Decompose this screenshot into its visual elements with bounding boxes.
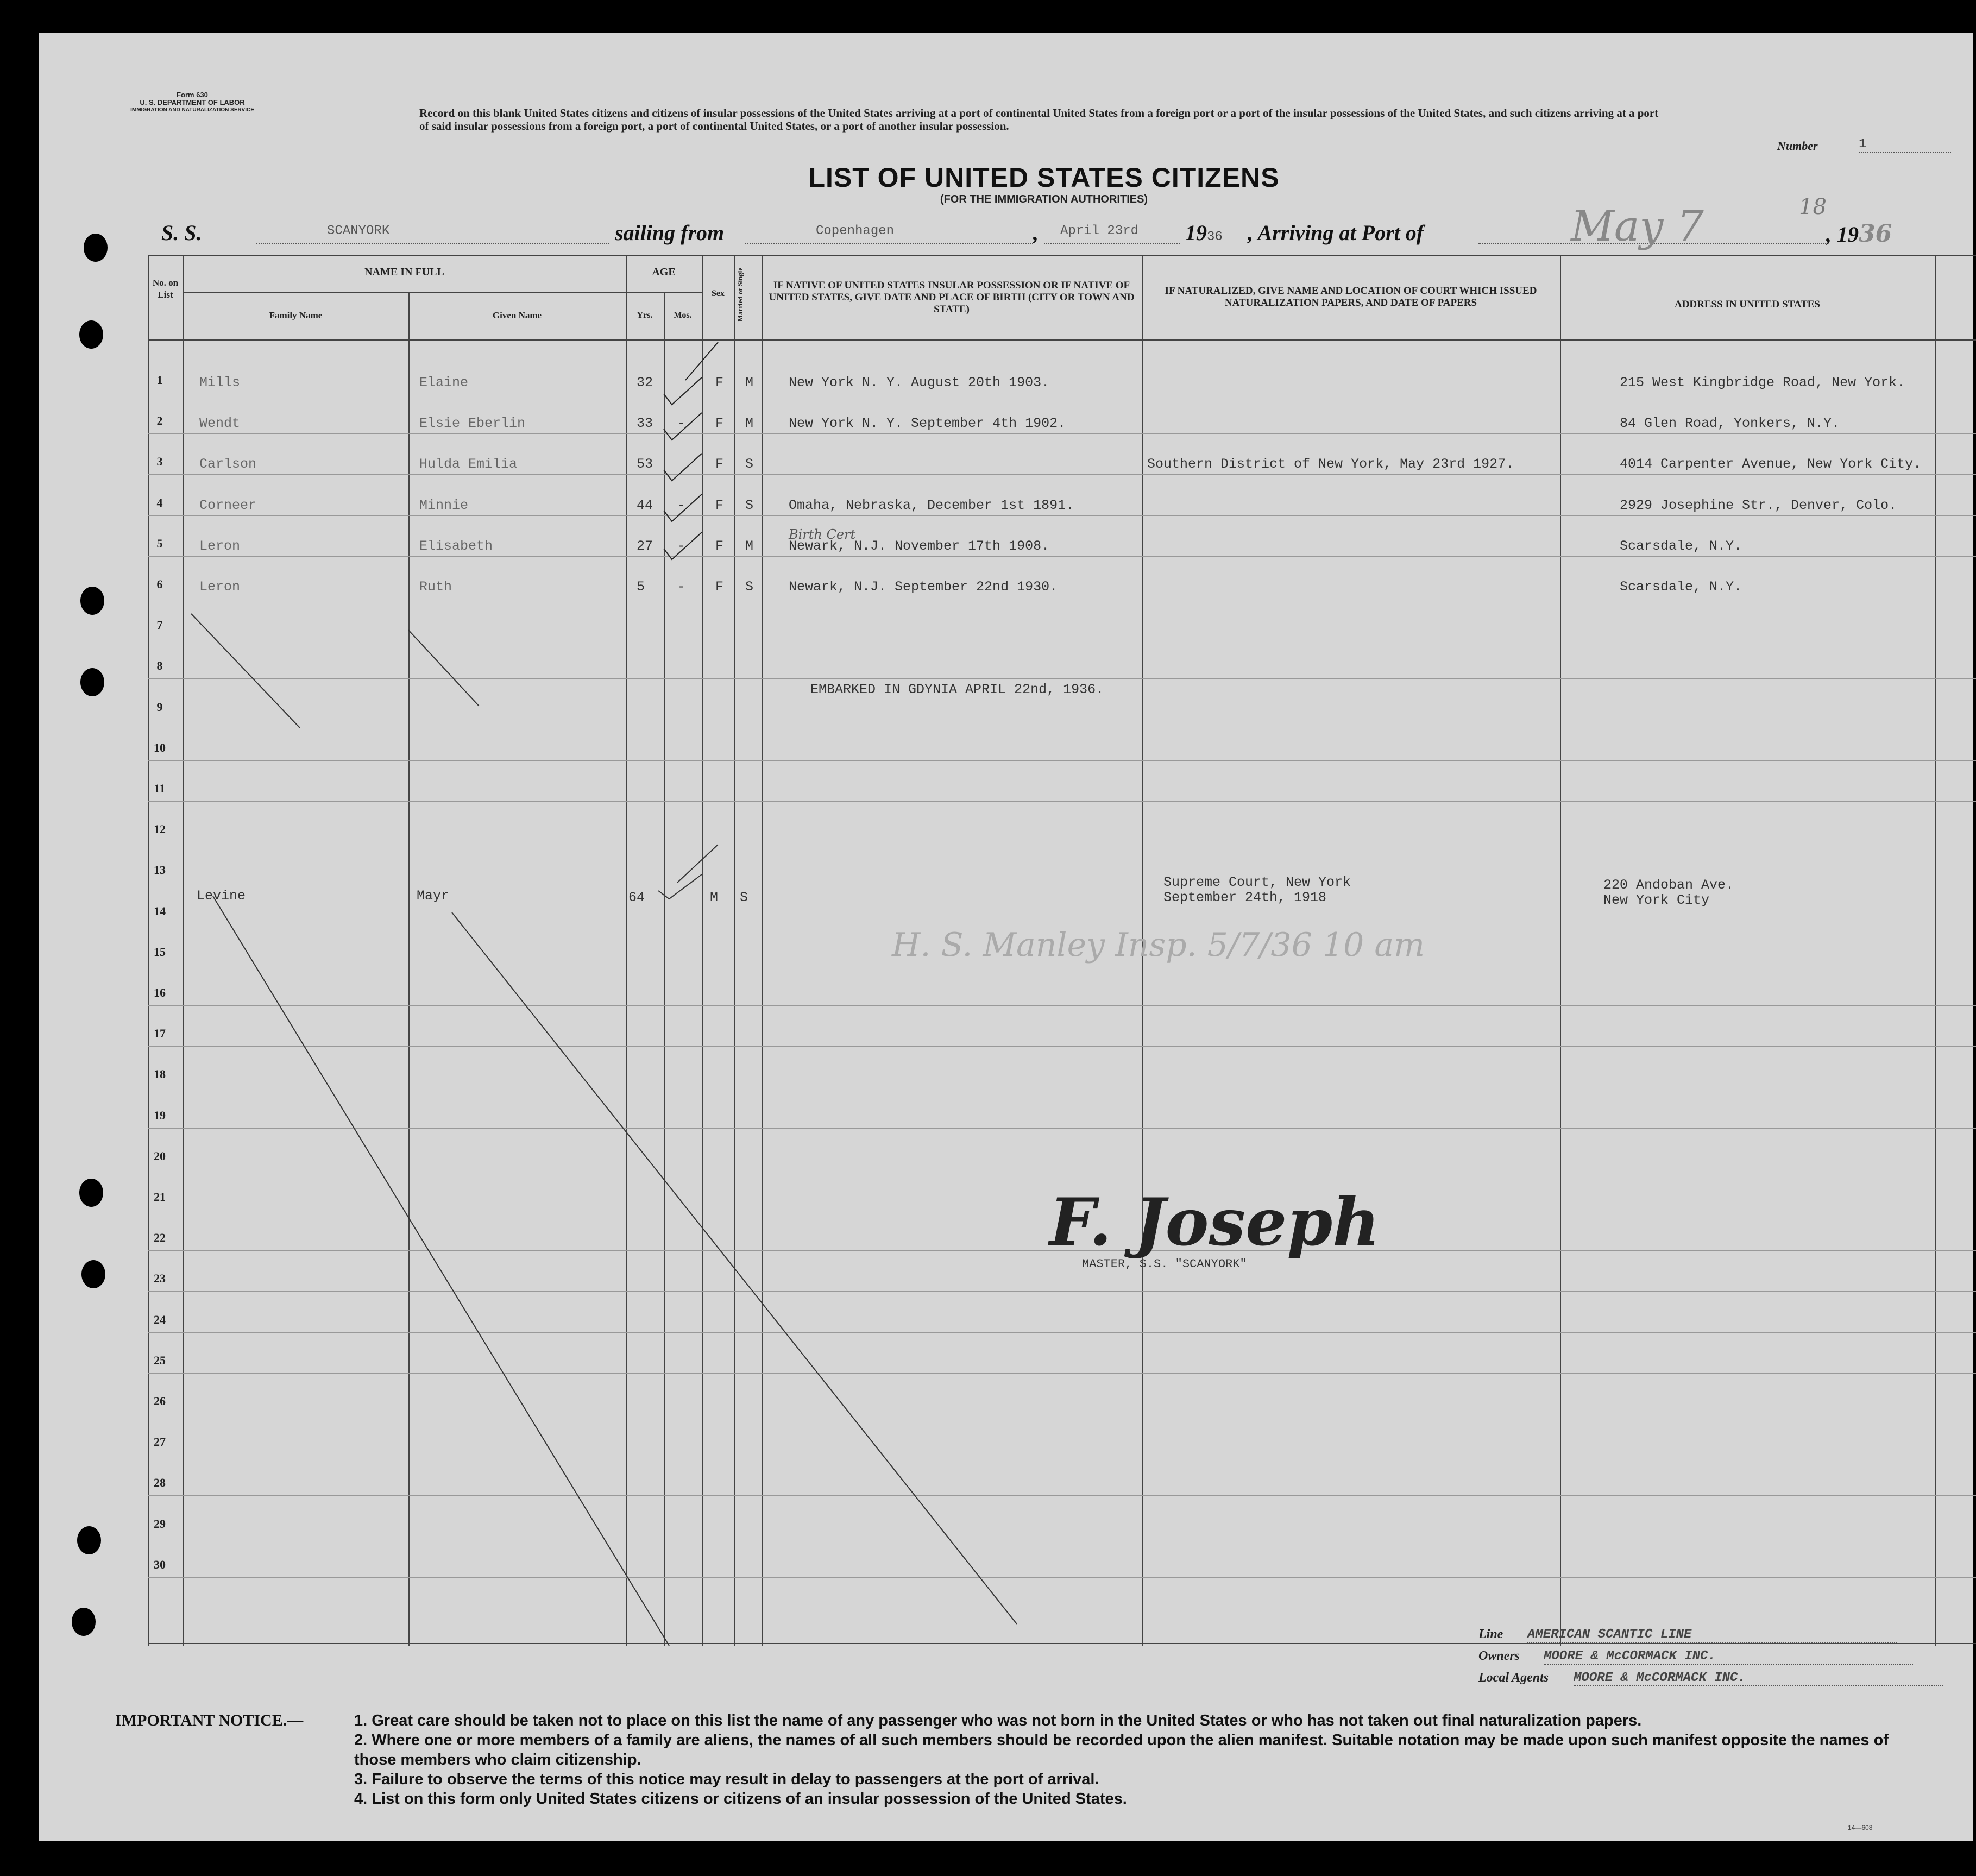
arriving-label: , Arriving at Port of [1248,221,1424,245]
arrival-year [1826,220,1892,248]
number-value: 1 [1859,137,1951,153]
punch-hole [79,320,103,349]
p3-age-yrs: 53 [637,456,653,473]
p5-marital-status: M [745,538,754,554]
punch-hole [72,1608,96,1636]
punch-hole [80,668,104,696]
port-field [745,224,1033,244]
p4-family-name: Corneer [199,497,257,513]
row-number: 12 [154,822,166,836]
tick-mark [664,494,702,521]
punch-hole [77,1526,101,1554]
p5-age-yrs: 27 [637,538,653,554]
birth-cert-annotation: Birth Cert [789,527,856,542]
row-number: 17 [154,1027,166,1041]
row-number: 26 [154,1394,166,1408]
row-number: 9 [156,700,163,714]
department-name: U. S. DEPARTMENT OF LABOR [140,98,245,106]
strike-line [191,614,300,728]
punch-hole [81,1260,105,1288]
p10-address-1: 220 Andoban Ave. [1603,877,1734,893]
year-prefix [1185,220,1223,245]
form-identifier [100,91,285,114]
row-number: 28 [154,1476,166,1490]
p2-given-name: Elsie Eberlin [419,416,526,432]
p6-address: Scarsdale, N.Y. [1620,579,1742,595]
row-number: 2 [156,414,163,428]
col-header-sex: Sex [712,289,725,298]
p3-sex: F [715,456,724,473]
punch-hole [84,234,108,262]
p4-age-yrs: 44 [637,497,653,513]
passenger-table [148,255,1976,1646]
p10-family: Levine [197,888,246,904]
p3-address: 4014 Carpenter Avenue, New York City. [1620,456,1922,473]
page-subtitle: (FOR THE IMMIGRATION AUTHORITIES) [940,193,1148,205]
col-header-yrs: Yrs. [637,311,653,320]
col-header-no: No. on List [152,278,179,300]
p10-court-date: September 24th, 1918 [1163,890,1327,905]
p4-marital-status: S [745,497,754,513]
punch-hole [80,587,104,615]
row-number: 25 [154,1353,166,1367]
page-title: LIST OF UNITED STATES CITIZENS [808,162,1280,193]
p5-birth-place-date: Newark, N.J. November 17th 1908. [789,538,1050,554]
p10-sex: M [710,890,719,905]
p1-age-yrs: 32 [637,375,653,391]
p3-given-name: Hulda Emilia [419,456,518,473]
p1-birth-place-date: New York N. Y. August 20th 1903. [789,375,1050,391]
p10-ms: S [740,890,748,905]
service-name: IMMIGRATION AND NATURALIZATION SERVICE [130,107,254,113]
row-number: 29 [154,1516,166,1531]
pencil-marks [148,255,1976,1646]
punch-hole [79,1179,103,1207]
date-field [1044,224,1180,244]
col-header-naturalized: IF NATURALIZED, GIVE NAME AND LOCATION OF COURT WHICH ISSUED NATURALIZATION PAPERS, AND DATE OF PAPERS [1165,285,1537,309]
row-number: 22 [154,1231,166,1245]
p5-sex: F [715,538,724,554]
p3-family-name: Carlson [199,456,257,473]
row-number: 5 [156,536,163,550]
p1-given-name: Elaine [419,375,469,391]
col-header-married: Married or Single [736,267,744,322]
p2-age-yrs: 33 [637,416,653,432]
row-number: 14 [154,904,166,918]
manifest-sheet [39,33,1973,1841]
departure-date: April 23rd [1060,224,1139,238]
row-number: 7 [156,618,163,632]
p6-family-name: Leron [199,579,241,595]
p1-marital-status: M [745,375,754,391]
notice-item: 2. Where one or more members of a family are aliens, the names of all such members should be recorded upon the alien manifest. Suitable notation may be made upon such manifest opposite the names of those members who claim citizenship. [354,1732,1889,1768]
strike-line [408,630,479,706]
p6-sex: F [715,579,724,595]
col-header-family-name: Family Name [269,310,323,320]
row-number: 6 [156,577,163,591]
strike-line [213,896,669,1646]
year-prefix-text: 19 [1185,221,1207,245]
row-number: 13 [154,863,166,877]
intro-instructions: Record on this blank United States citizens and citizens of insular possessions of the United States arriving at a port of continental United States from a foreign port or a port of the insular possessions of the United States, and such citizens arriving at a port of said insular possessions from a foreign port, a port of continental United States, or a port of another insular possession. [419,106,1659,133]
year-suffix: 36 [1207,230,1223,244]
p4-age-mos: - [677,497,686,513]
agents-value: MOORE & McCORMACK INC. [1574,1671,1943,1686]
ship-name: SCANYORK [327,224,390,238]
row-number: 15 [154,945,166,959]
row-number: 27 [154,1435,166,1449]
p5-given-name: Elisabeth [419,538,493,554]
p6-age-yrs: 5 [637,579,645,595]
p10-given: Mayr [417,888,450,904]
row-number: 30 [154,1557,166,1571]
arrival-day-correction: 18 [1799,194,1827,219]
sailing-from-label: sailing from [615,221,725,245]
col-header-native: IF NATIVE OF UNITED STATES INSULAR POSSESSION OR IF NATIVE OF UNITED STATES, GIVE DATE AND PLACE OF BIRTH (CITY OR TOWN AND STATE) [769,280,1135,315]
row-number: 24 [154,1312,166,1326]
row-number: 18 [154,1067,166,1081]
ss-label: S. S. [161,221,202,245]
line-label: Line [1478,1627,1503,1641]
p5-age-mos: - [677,538,686,554]
form-code: 14—608 [1848,1824,1873,1831]
p10-yrs: 64 [628,890,645,905]
p4-birth-place-date: Omaha, Nebraska, December 1st 1891. [789,497,1074,513]
notice-heading: IMPORTANT NOTICE.— [115,1711,304,1729]
line-value: AMERICAN SCANTIC LINE [1527,1627,1897,1643]
p2-address: 84 Glen Road, Yonkers, N.Y. [1620,416,1840,432]
p6-birth-place-date: Newark, N.J. September 22nd 1930. [789,579,1058,595]
inspector-note: H. S. Manley Insp. 5/7/36 10 am [892,926,1425,964]
tick-mark [664,413,702,440]
p5-address: Scarsdale, N.Y. [1620,538,1742,554]
important-notice [115,1711,1935,1809]
p6-marital-status: S [745,579,754,595]
col-header-mos: Mos. [674,311,692,320]
row-number: 1 [156,373,163,387]
tick-mark [664,532,702,559]
p2-age-mos: - [677,416,686,432]
embarked-note: EMBARKED IN GDYNIA APRIL 22nd, 1936. [810,682,1104,697]
p2-marital-status: M [745,416,754,432]
notice-items [354,1711,1935,1809]
owners-value: MOORE & McCORMACK INC. [1544,1649,1913,1665]
p2-birth-place-date: New York N. Y. September 4th 1902. [789,416,1066,432]
owners-row [1478,1649,1716,1664]
p4-given-name: Minnie [419,497,469,513]
p4-address: 2929 Josephine Str., Denver, Colo. [1620,497,1897,513]
notice-item: 4. List on this form only United States citizens or citizens of an insular possession of the United States. [354,1790,1127,1808]
row-number: 19 [154,1108,166,1122]
tick-mark [664,454,702,481]
row-number: 20 [154,1149,166,1163]
p3-marital-status: S [745,456,754,473]
p3-naturalization: Southern District of New York, May 23rd 1927. [1147,456,1514,473]
col-header-given-name: Given Name [492,310,542,320]
check-marks [664,342,718,559]
agents-row [1478,1671,1746,1685]
arrival-date-handwritten: May 7 [1571,202,1704,251]
col-header-age: AGE [652,266,676,278]
p6-given-name: Ruth [419,579,452,595]
row-number: 3 [156,455,163,469]
p1-sex: F [715,375,724,391]
number-label: Number [1777,139,1818,153]
p4-sex: F [715,497,724,513]
arrival-year-prefix: , 19 [1826,222,1859,247]
departure-port: Copenhagen [816,224,895,238]
p1-address: 215 West Kingbridge Road, New York. [1620,375,1905,391]
p5-family-name: Leron [199,538,241,554]
p2-family-name: Wendt [199,416,241,432]
row-number: 11 [154,782,166,795]
row-number: 23 [154,1271,166,1286]
row-number: 16 [154,986,166,999]
tick-mark [658,874,702,899]
master-line: MASTER, S.S. "SCANYORK" [1082,1257,1247,1271]
row-number: 8 [156,659,163,673]
line-row [1478,1627,1692,1642]
owners-label: Owners [1478,1649,1520,1663]
row-number: 10 [154,740,166,754]
ship-field [256,224,609,244]
p1-family-name: Mills [199,375,241,391]
notice-item: 1. Great care should be taken not to place on this list the name of any passenger who was not born in the United States or who has not taken out final naturalization papers. [354,1712,1642,1729]
form-number: Form 630 [177,91,208,99]
p10-court: Supreme Court, New York [1163,874,1351,890]
agents-label: Local Agents [1478,1671,1549,1685]
notice-item: 3. Failure to observe the terms of this notice may result in delay to passengers at the port of arrival. [354,1771,1099,1788]
comma-sep: , [1033,221,1039,245]
tick-mark [664,377,702,405]
tick-mark [685,342,718,380]
col-header-name-in-full: NAME IN FULL [364,266,444,278]
p6-age-mos: - [677,579,686,595]
p10-address-2: New York City [1603,892,1710,908]
row-number: 21 [154,1190,166,1204]
master-signature: F. Joseph [1049,1184,1380,1261]
col-header-address: ADDRESS IN UNITED STATES [1674,299,1820,310]
row-number: 4 [156,495,163,509]
arrival-year-suffix: 36 [1859,220,1892,248]
strike-line [452,912,1017,1624]
p2-sex: F [715,416,724,432]
